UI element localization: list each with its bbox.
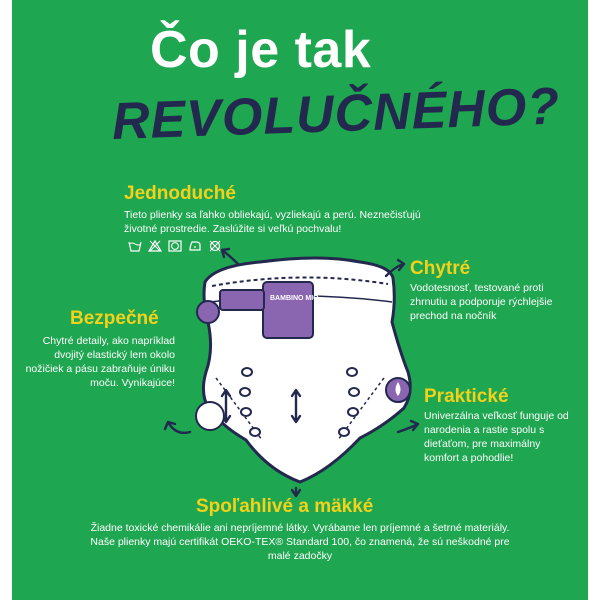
text-practical: Univerzálna veľkosť funguje od narodenia a rastie spolu s dieťaťom, pre maximálny komfort a pohodlie! [424, 410, 569, 464]
text-soft: Žiadne toxické chemikálie ani nepríjemné látky. Vyrábame len príjemné a šetrné materiály. Naše plienky majú certifikát OEKO-TEX® Standard 100, čo znamená, že sú neškodné pre malé zadočky [90, 522, 510, 562]
brand-tab-label: BAMBINO MIO [270, 295, 319, 302]
text-safe: Chytré detaily, ako napríklad dvojitý elastický lem okolo nožičiek a pásu zabraňuje úniku moču. Vynikajúce! [25, 335, 175, 389]
heading-safe: Bezpečné [70, 308, 159, 329]
title-line-2: REVOLUČNÉHO? [110, 77, 561, 151]
text-smart: Vodotesnosť, testované proti zhrnutiu a podporuje rýchlejšie prechod na nočník [410, 282, 553, 322]
heading-soft: Spoľahlivé a mäkké [196, 496, 374, 517]
heading-smart: Chytré [410, 258, 471, 279]
heading-practical: Praktické [424, 386, 509, 407]
heading-simple: Jednoduché [124, 183, 236, 204]
title-line-1: Čo je tak [150, 21, 372, 79]
text-simple: Tieto plienky sa ľahko obliekajú, vyzliekajú a perú. Neznečisťujú životné prostredie. Zaslúžite si veľkú pochvalu! [124, 209, 421, 235]
